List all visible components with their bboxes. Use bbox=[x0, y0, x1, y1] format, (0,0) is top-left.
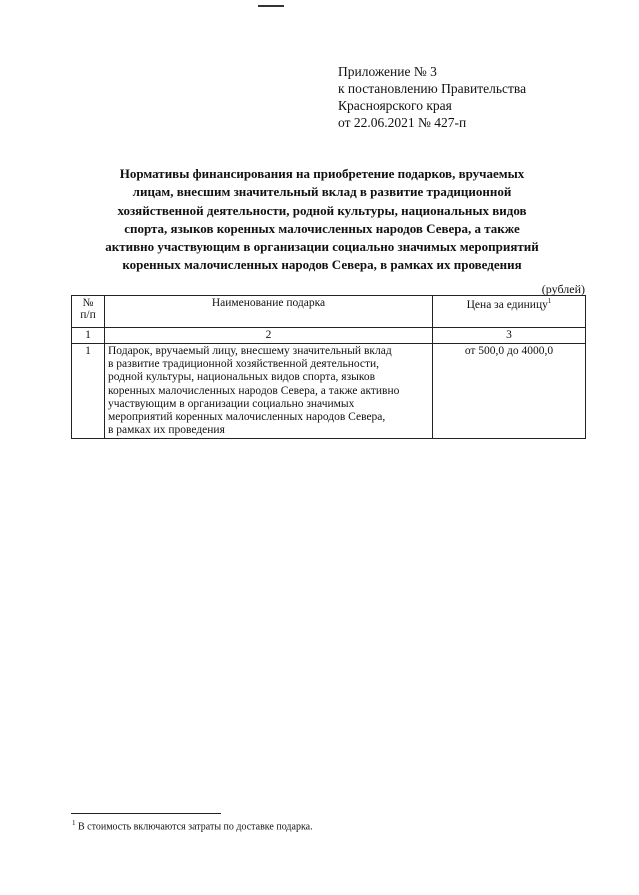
index-cell: 3 bbox=[433, 328, 586, 344]
row-description-cell bbox=[105, 344, 433, 439]
appendix-number: Приложение № 3 bbox=[338, 64, 437, 79]
footnote bbox=[72, 819, 313, 832]
table-row bbox=[72, 344, 586, 439]
header-price-cell bbox=[433, 296, 586, 328]
description-line: участвующим в организации социально значимых bbox=[108, 397, 355, 410]
description-line: в развитие традиционной хозяйственной деятельности, bbox=[108, 358, 380, 371]
table-index-row bbox=[72, 328, 586, 344]
currency-units-label: (рублей) bbox=[541, 282, 585, 296]
document-title bbox=[72, 165, 572, 275]
table-header-row bbox=[72, 296, 586, 328]
title-line: лицам, внесшим значительный вклад в развитие традиционной bbox=[132, 184, 512, 200]
footnote-text: В стоимость включаются затраты по доставке подарка. bbox=[78, 821, 313, 833]
description-line: мероприятий коренных малочисленных народов Севера, bbox=[108, 411, 386, 424]
description-line: родной культуры, национальных видов спорта, языков bbox=[108, 371, 376, 384]
title-line: хозяйственной деятельности, родной культуры, национальных видов bbox=[117, 202, 527, 218]
title-line: коренных малочисленных народов Севера, в рамках их проведения bbox=[122, 257, 522, 273]
header-name-cell: Наименование подарка bbox=[105, 296, 433, 328]
row-number-cell: 1 bbox=[72, 344, 105, 439]
header-number-cell bbox=[72, 296, 105, 328]
header-price-label: Цена за единицу bbox=[466, 298, 548, 311]
gift-norms-table bbox=[71, 295, 586, 439]
appendix-block bbox=[338, 63, 526, 131]
description-line: Подарок, вручаемый лицу, внесшему значительный вклад bbox=[108, 345, 392, 357]
footnote-mark: 1 bbox=[547, 297, 552, 305]
appendix-reference: к постановлению Правительства bbox=[338, 81, 527, 96]
index-cell: 2 bbox=[105, 328, 433, 344]
description-line: в рамках их проведения bbox=[108, 424, 225, 437]
header-number-abbrev: п/п bbox=[80, 309, 96, 321]
appendix-region: Красноярского края bbox=[338, 98, 452, 113]
title-line: активно участвующим в организации социально значимых мероприятий bbox=[105, 239, 539, 255]
index-cell: 1 bbox=[72, 328, 105, 344]
title-line: спорта, языков коренных малочисленных народов Севера, а также bbox=[124, 220, 520, 236]
footnote-divider bbox=[71, 813, 221, 814]
footnote-number: 1 bbox=[72, 819, 76, 827]
header-number-sign: № bbox=[82, 297, 94, 309]
appendix-date-number: от 22.06.2021 № 427-п bbox=[338, 115, 467, 130]
scan-artifact-mark bbox=[258, 5, 284, 7]
title-line: Нормативы финансирования на приобретение подарков, вручаемых bbox=[119, 166, 525, 181]
description-line: коренных малочисленных народов Севера, а также активно bbox=[108, 384, 400, 397]
row-price-cell: от 500,0 до 4000,0 bbox=[433, 344, 586, 439]
